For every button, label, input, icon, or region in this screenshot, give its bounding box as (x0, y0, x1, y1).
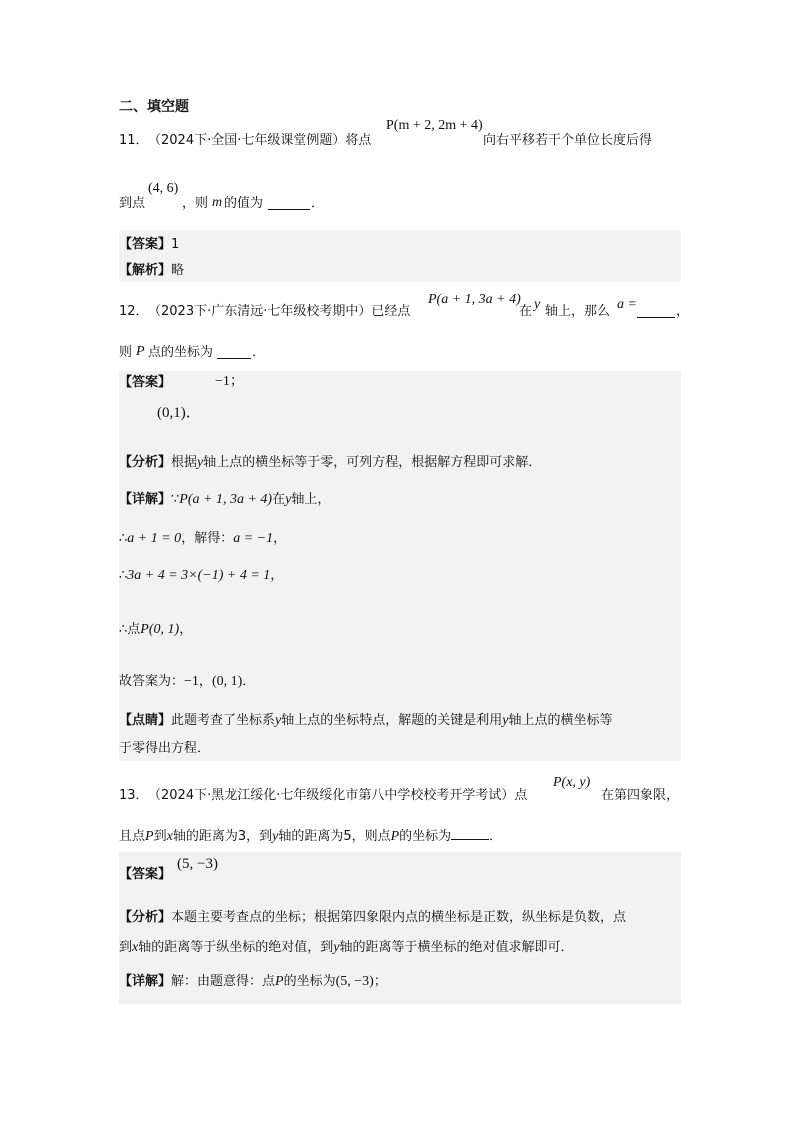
variable: x (166, 829, 173, 844)
question-text: 且点 (119, 829, 146, 844)
answer-value: −1 (184, 674, 199, 689)
variable: y (333, 940, 340, 955)
answer-tag: 【答案】 (119, 375, 172, 390)
xiangjie-tag: 【详解】 (119, 492, 172, 507)
dianjing-tag: 【点睛】 (119, 713, 172, 728)
analysis-text: 略 (171, 263, 185, 278)
question-text: 点的坐标为 (148, 345, 214, 360)
answer-separator: ； (229, 374, 244, 389)
variable: P (275, 974, 284, 989)
solution-text: ； (373, 974, 387, 989)
variable: y (534, 297, 541, 312)
variable: a = (617, 297, 637, 312)
question-text: 到点 (119, 196, 146, 211)
question-source: （2024下·全国·七年级课堂例题）将点 (148, 133, 372, 148)
fenxi-text: 根据 (171, 455, 198, 470)
point-expression: P(a + 1, 3a + 4) (428, 292, 521, 307)
solution-text: 解：由题意得：点 (171, 974, 276, 989)
point-expression: P(a + 1, 3a + 4) (179, 492, 273, 507)
solution-text: ， (198, 674, 212, 689)
question-text: ， (676, 304, 690, 319)
question-number: 13． (119, 788, 149, 803)
point-expression: P(0, 1) (140, 622, 180, 637)
answer-value: 1 (171, 237, 180, 252)
solution-text: ， (273, 531, 287, 546)
question-text: 轴的距离为3，到 (172, 829, 273, 844)
dianjing-text: 轴上点的横坐标等 (508, 713, 613, 728)
fenxi-text: 轴的距离等于纵坐标的绝对值，到 (138, 940, 334, 955)
fenxi-text: 轴上点的横坐标等于零，可列方程，根据解方程即可求解． (203, 455, 542, 470)
question-text: ． (489, 829, 503, 844)
therefore-symbol: ∴ (119, 531, 128, 546)
question-source: （2023下·广东清远·七年级校考期中）已经点 (148, 304, 411, 319)
question-number: 11． (119, 133, 149, 148)
answer-blank (268, 197, 310, 210)
question-text: ． (311, 196, 325, 211)
point-expression: P(x, y) (553, 775, 591, 790)
answer-value: (0, 1) (211, 674, 243, 689)
dianjing-text: 轴上点的坐标特点，解题的关键是利用 (281, 713, 503, 728)
solution-text: ， (270, 568, 284, 583)
variable: y (272, 829, 279, 844)
question-text: 向右平移若干个单位长度后得 (483, 133, 653, 148)
solution-text: ，解得： (181, 531, 234, 546)
solution-text: ． (242, 674, 256, 689)
therefore-symbol: ∴ (119, 622, 128, 637)
question-text: ． (252, 345, 266, 360)
question-number: 12． (119, 304, 149, 319)
question-text: 的坐标为 (399, 829, 452, 844)
question-text: 到 (153, 829, 167, 844)
answer-box (119, 371, 681, 761)
fenxi-text: 本题主要考查点的坐标；根据第四象限内点的横坐标是正数，纵坐标是负数，点 (171, 910, 627, 925)
question-text: 轴的距离为5，则点 (278, 829, 391, 844)
xiangjie-tag: 【详解】 (119, 974, 172, 989)
variable: m (212, 195, 223, 210)
solution-text: 的坐标为 (283, 974, 336, 989)
because-symbol: ∵ (171, 492, 180, 507)
question-text: ，则 (182, 196, 209, 211)
variable: y (275, 713, 282, 728)
section-title: 二、填空题 (119, 99, 189, 115)
equation: a + 1 = 0 (127, 531, 182, 546)
question-text: 轴上，那么 (545, 304, 611, 319)
equation: a = −1 (233, 531, 274, 546)
question-text: 在第四象限， (601, 788, 680, 803)
solution-text: 在 (272, 492, 286, 507)
fenxi-text: 到 (119, 940, 133, 955)
answer-blank (451, 827, 489, 840)
question-text: 的值为 (224, 196, 264, 211)
answer-value: (5, −3) (335, 974, 374, 989)
answer-box (119, 852, 681, 1004)
answer-period: ． (185, 405, 201, 421)
fenxi-tag: 【分析】 (119, 910, 172, 925)
answer-box (119, 230, 681, 282)
variable: P (136, 344, 145, 359)
answer-blank (637, 305, 675, 318)
solution-text: ， (179, 622, 193, 637)
fenxi-text: 轴的距离等于横坐标的绝对值求解即可． (339, 940, 574, 955)
variable: y (285, 492, 292, 507)
solution-text: 轴上， (291, 492, 331, 507)
equation: 3a + 4 = 3×(−1) + 4 = 1 (127, 568, 271, 583)
analysis-tag: 【解析】 (119, 263, 172, 278)
point-expression: P(m + 2, 2m + 4) (386, 118, 483, 133)
answer-tag: 【答案】 (119, 237, 172, 252)
answer-value: (0,1) (157, 405, 186, 421)
dianjing-text: 此题考查了坐标系 (171, 713, 276, 728)
solution-text: 点 (127, 622, 141, 637)
answer-blank (217, 346, 251, 359)
question-source: （2024下·黑龙江绥化·七年级绥化市第八中学校校考开学考试）点 (148, 788, 528, 803)
question-text: 在 (519, 304, 533, 319)
answer-value: −1 (215, 374, 230, 389)
fenxi-tag: 【分析】 (119, 455, 172, 470)
therefore-symbol: ∴ (119, 568, 128, 583)
variable: x (132, 940, 139, 955)
solution-text: 故答案为： (119, 674, 185, 689)
answer-tag: 【答案】 (119, 867, 172, 882)
answer-value: (5, −3) (177, 856, 218, 872)
variable: y (197, 455, 204, 470)
variable: P (145, 829, 154, 844)
point-expression: (4, 6) (148, 181, 179, 196)
question-text: 则 (119, 345, 133, 360)
variable: y (502, 713, 509, 728)
variable: P (390, 829, 400, 844)
dianjing-text: 于零得出方程． (119, 741, 211, 756)
